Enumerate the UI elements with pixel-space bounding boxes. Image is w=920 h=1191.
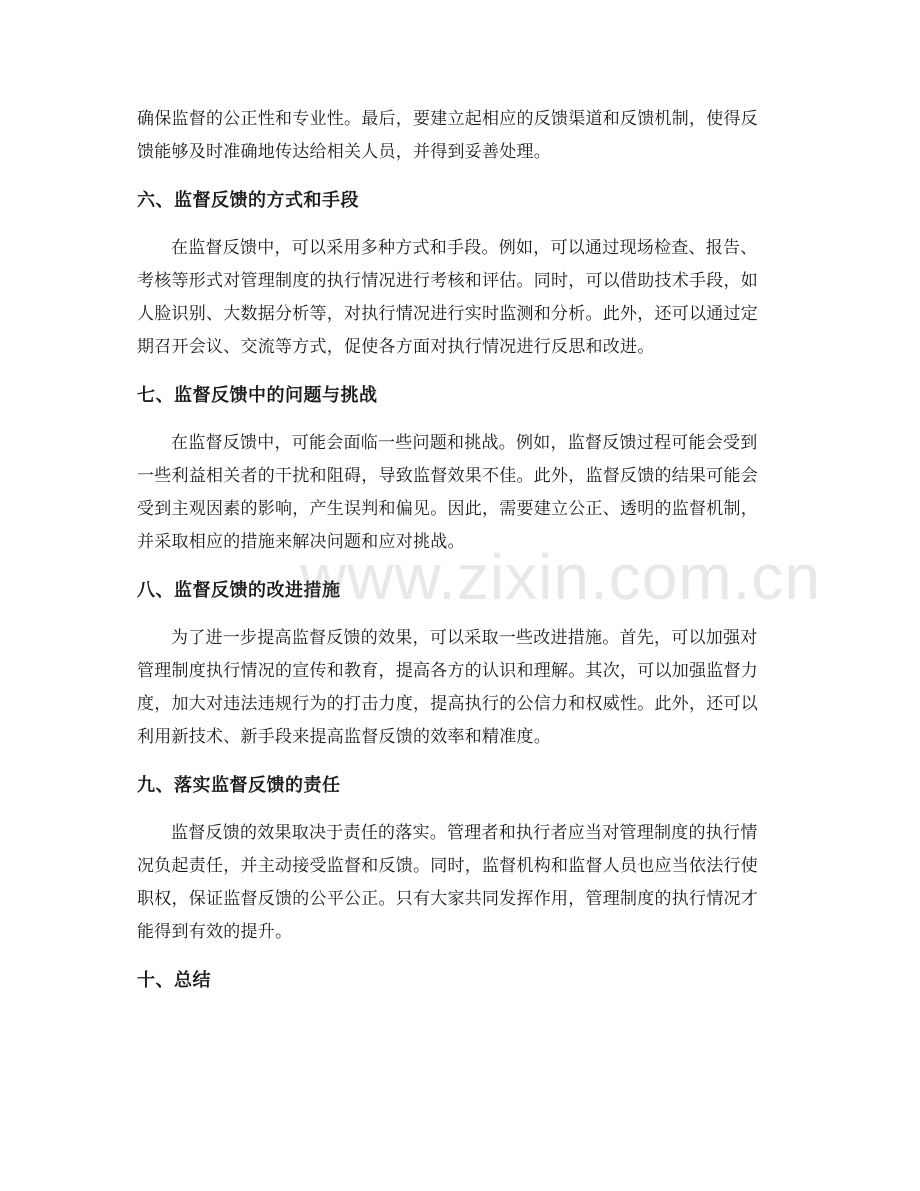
paragraph-section-9 — [137, 817, 787, 949]
text-line: 利用新技术、新手段来提高监督反馈的效率和精准度。 — [137, 727, 551, 747]
paragraph-section-8 — [137, 622, 787, 754]
text-line: 馈能够及时准确地传达给相关人员，并得到妥善处理。 — [137, 142, 551, 162]
text-line: 为了进一步提高监督反馈的效果，可以采取一些改进措施。首先，可以加强对 — [171, 628, 758, 648]
text-line: 受到主观因素的影响，产生误判和偏见。因此，需要建立公正、透明的监督机制， — [137, 499, 758, 519]
text-line: 况负起责任，并主动接受监督和反馈。同时，监督机构和监督人员也应当依法行使 — [137, 856, 758, 876]
watermark: www.zixin.com.cn — [300, 541, 821, 613]
text-line: 人脸识别、大数据分析等，对执行情况进行实时监测和分析。此外，还可以通过定 — [137, 304, 758, 324]
text-line: 管理制度执行情况的宣传和教育，提高各方的认识和理解。其次，可以加强监督力 — [137, 661, 758, 681]
paragraph-section-6 — [137, 232, 787, 364]
text-line: 在监督反馈中，可能会面临一些问题和挑战。例如，监督反馈过程可能会受到 — [171, 433, 758, 453]
text-line: 考核等形式对管理制度的执行情况进行考核和评估。同时，可以借助技术手段，如 — [137, 271, 758, 291]
text-line: 并采取相应的措施来解决问题和应对挑战。 — [137, 532, 465, 552]
text-line: 在监督反馈中，可以采用多种方式和手段。例如，可以通过现场检查、报告、 — [171, 238, 758, 258]
section-heading-7: 七、监督反馈中的问题与挑战 — [137, 385, 378, 406]
text-line: 能得到有效的提升。 — [137, 922, 293, 942]
paragraph-section-7 — [137, 427, 787, 559]
text-line: 确保监督的公正性和专业性。最后，要建立起相应的反馈渠道和反馈机制，使得反 — [137, 109, 758, 129]
section-heading-6: 六、监督反馈的方式和手段 — [137, 190, 359, 211]
document-body — [137, 103, 787, 1012]
text-line: 度，加大对违法违规行为的打击力度，提高执行的公信力和权威性。此外，还可以 — [137, 694, 758, 714]
text-line: 期召开会议、交流等方式，促使各方面对执行情况进行反思和改进。 — [137, 337, 655, 357]
section-heading-9: 九、落实监督反馈的责任 — [137, 775, 341, 796]
section-heading-8: 八、监督反馈的改进措施 — [137, 580, 341, 601]
text-line: 一些利益相关者的干扰和阻碍，导致监督效果不佳。此外，监督反馈的结果可能会 — [137, 466, 758, 486]
text-line: 职权，保证监督反馈的公平公正。只有大家共同发挥作用，管理制度的执行情况才 — [137, 889, 758, 909]
text-line: 监督反馈的效果取决于责任的落实。管理者和执行者应当对管理制度的执行情 — [171, 823, 758, 843]
section-heading-10: 十、总结 — [137, 970, 211, 991]
paragraph-continued — [137, 103, 787, 169]
